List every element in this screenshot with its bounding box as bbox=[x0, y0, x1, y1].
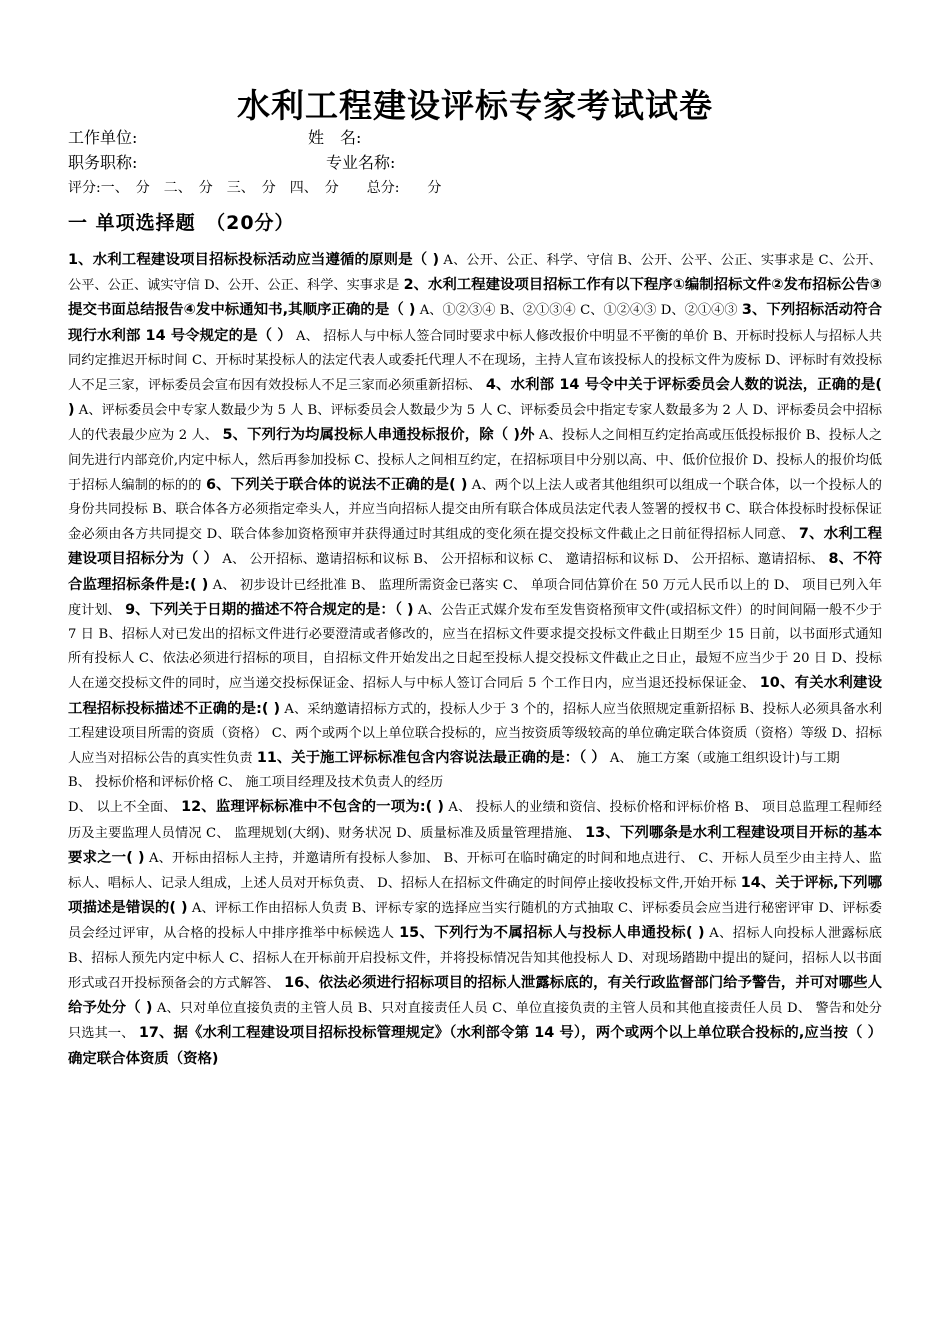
question: 13、下列哪条是水利工程建设项目开标的基本要求之一( ) A、开标由招标人主持，并邀请所有投标人参加、 B、开标可在临时确定的时间和地点进行、 C、开标人员至少由主持人、监标人、唱标人、记录人组成，上述人员对开标负责、 D、招标人在招标文件确定的时间停止接收投标文件,开始开标 bbox=[68, 824, 882, 892]
question: 7、水利工程建设项目招标分为（ ） A、 公开招标、邀请招标和议标 B、 公开招标和议标 C、 邀请招标和议标 D、 公开招标、邀请招标、 bbox=[68, 526, 882, 568]
position-label: 职务职称: bbox=[68, 153, 138, 172]
question: 16、依法必须进行招标项目的招标人泄露标底的，有关行政监督部门给予警告，并可对哪些人给予处分（ ) A、只对单位直接负责的主管人员 B、只对直接责任人员 C、单位直接负责的主管人员和其他直接责任人员 D、 警告和处分只选其一、 bbox=[68, 974, 882, 1042]
question: 2、水利工程建设项目招标工作有以下程序①编制招标文件②发布招标公告③提交书面总结报告④发中标通知书,其顺序正确的是（ ) A、①②③④ B、②①③④ C、①②④③ D、②①④③ bbox=[68, 277, 882, 319]
option-line: B、 投标价格和评标价格 C、 施工项目经理及技术负责人的经历 bbox=[68, 775, 444, 791]
name-label: 姓 名: bbox=[308, 128, 362, 147]
question: 3、下列招标活动符合现行水利部 14 号令规定的是（ ） A、 招标人与中标人签合同时要求中标人修改报价中明显不平衡的单价 B、开标时投标人与招标人共同约定推迟开标时间 C、开标时某投标人的法定代表人或委托代理人不在现场，主持人宣布该投标人的投标文件为废标 D、评标时有效投标人不足三家，评标委员会宣布因有效投标人不足三家而必须重新招标、 bbox=[68, 302, 883, 394]
question: 14、关于评标,下列哪项描述是错误的( ) A、评标工作由招标人负责 B、评标专家的选择应当实行随机的方式抽取 C、评标委员会应当进行秘密评审 D、评标委员会经过评审，从合格的投标人中排序推举中标候选人 bbox=[68, 875, 883, 942]
option-line: D、 以上不全面、 bbox=[68, 800, 177, 816]
question: 15、下列行为不属招标人与投标人串通投标( ) A、招标人向投标人泄露标底 B、招标人预先内定中标人 C、招标人在开标前开启投标文件，并将投标情况告知其他投标人 D、对现场踏勘中提出的疑问，招标人以书面形式或召开投标预备会的方式解答、 bbox=[68, 925, 882, 991]
unit-label: 工作单位: bbox=[68, 128, 138, 147]
score-row: 评分:一、 分 二、 分 三、 分 四、 分 总分: 分 bbox=[68, 180, 442, 196]
questions-body bbox=[68, 248, 882, 1072]
question: 12、监理评标标准中不包含的一项为:( ) A、 投标人的业绩和资信、投标价格和评标价格 B、 项目总监理工程师经历及主要监理人员情况 C、 监理规划(大纲)、财务状况 D、质量标准及质量管理措施、 bbox=[68, 799, 882, 841]
question: 17、据《水利工程建设项目招标投标管理规定》（水利部令第 14 号），两个或两个以上单位联合投标的,应当按（ ）确定联合体资质（资格) bbox=[68, 1025, 882, 1067]
major-label: 专业名称: bbox=[326, 153, 396, 172]
question: 1、水利工程建设项目招标投标活动应当遵循的原则是（ ) A、公开、公正、科学、守信 B、公开、公平、公正、实事求是 C、公开、公平、公正、诚实守信 D、公开、公正、科学、实事求是 bbox=[68, 252, 882, 294]
section-heading: 一 单项选择题 （20分） bbox=[68, 212, 295, 234]
question: 4、水利部 14 号令中关于评标委员会人数的说法，正确的是( ) A、评标委员会中专家人数最少为 5 人 B、评标委员会人数最少为 5 人 C、评标委员会中指定专家人数最多为 2 人 D、评标委员会中招标人的代表最少应为 2 人、 bbox=[68, 377, 883, 444]
question: 6、下列关于联合体的说法不正确的是( ) A、两个以上法人或者其他组织可以组成一个联合体，以一个投标人的身份共同投标 B、联合体各方必须指定牵头人，并应当向招标人提交由所有联合体成员法定代表人签署的授权书 C、联合体投标时投标保证金必须由各方共同提交 D、联合体参加资格预审并获得通过时其组成的变化须在提交投标文件截止之日前征得招标人同意、 bbox=[68, 476, 882, 543]
question: 10、有关水利建设工程招标投标描述不正确的是:( ) A、采纳邀请招标方式的，投标人少于 3 个的，招标人应当依照规定重新招标 B、投标人必须具备水利工程建设项目所需的资质（资格） C、两个或两个以上单位联合投标的，应当按资质等级较高的单位确定联合体资质（资格）等级 D、招标人应当对招标公告的真实性负责 bbox=[68, 675, 882, 767]
question: 5、下列行为均属投标人串通投标报价，除（ )外 A、投标人之间相互约定抬高或压低投标报价 B、投标人之间先进行内部竞价,内定中标人，然后再参加投标 C、投标人之间相互约定，在招标项目中分别以高、中、低价位报价 D、投标人的报价均低于招标人编制的标的的 bbox=[68, 427, 883, 493]
info-row-unit bbox=[68, 126, 361, 150]
question: 9、下列关于日期的描述不符合规定的是：（ ) A、公告正式媒介发布至发售资格预审文件(或招标文件）的时间间隔一般不少于 7 日 B、招标人对已发出的招标文件进行必要澄清或者修改的，应当在招标文件要求提交投标文件截止日期至少 15 日前，以书面形式通知所有投标人 C、依法必须进行招标的项目，自招标文件开始发出之日起至投标人提交投标文件截止之日止，最短不应当少于 20 日 D、投标人在递交投标文件的同时，应当递交投标保证金、招标人与中标人签订合同后 5 个工作日内，应当退还投标保证金、 bbox=[68, 601, 883, 692]
question: 8、不符合监理招标条件是:( ) A、 初步设计已经批准 B、 监理所需资金已落实 C、 单项合同估算价在 50 万元人民币以上的 D、 项目已列入年度计划、 bbox=[68, 551, 882, 618]
question: 11、关于施工评标标准包含内容说法最正确的是：（ ） A、 施工方案（或施工组织设计)与工期 bbox=[256, 750, 840, 767]
page-title: 水利工程建设评标专家考试试卷 bbox=[237, 86, 713, 125]
info-row-position bbox=[68, 151, 395, 175]
